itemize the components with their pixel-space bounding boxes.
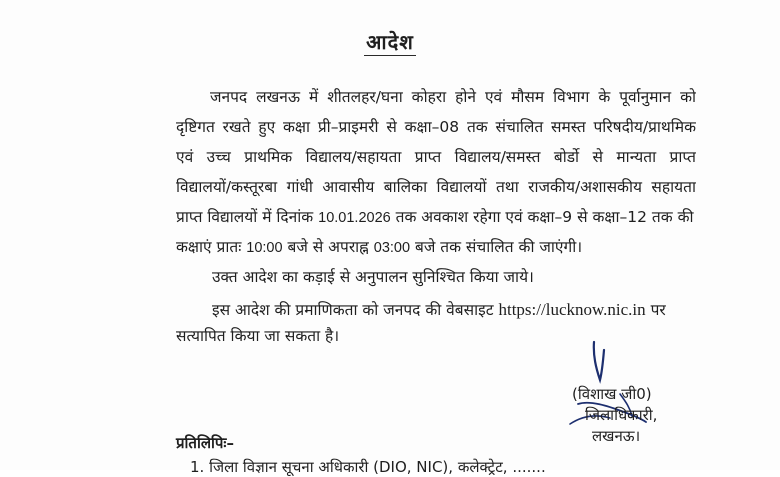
compliance-line: उक्त आदेश का कड़ाई से अनुपालन सुनिश्चित किया जाये। [212, 268, 534, 286]
end-time: 03:00 [373, 240, 411, 256]
verify-line [212, 299, 702, 321]
copy-item-1: 1. जिला विज्ञान सूचना अधिकारी (DIO, NIC), कलेक्ट्रेट, ....... [190, 458, 546, 476]
body-line-1: जनपद लखनऊ में शीतलहर/घना कोहरा होने एवं मौसम विभाग के पूर्वानुमान को [210, 88, 696, 106]
closure-date: 10.01.2026 [318, 210, 391, 226]
signatory-place: लखनऊ। [592, 427, 641, 445]
line5-before-date: प्राप्त विद्यालयों में दिनांक [176, 208, 319, 226]
body-line-3: एवं उच्च प्राथमिक विद्यालय/सहायता प्राप्त विद्यालय/समस्त बोर्डो से मान्यता प्राप्त [176, 148, 696, 166]
copy-label: प्रतिलिपिः– [176, 434, 234, 452]
verify-before-url: इस आदेश की प्रमाणिकता को जनपद की वेबसाइट [212, 301, 499, 319]
website-url: https://lucknow.nic.in [498, 300, 646, 319]
signatory-designation: जिलाधिकारी, [585, 406, 658, 424]
body-line-2: दृष्टिगत रखते हुए कक्षा प्री–प्राइमरी से कक्षा–08 तक संचालित समस्त परिषदीय/प्राथमिक [176, 118, 696, 136]
verify-line-2: सत्यापित किया जा सकता है। [176, 327, 340, 345]
line6-before-time: कक्षाएं प्रातः [176, 238, 247, 256]
signatory-name: (विशाख जी0) [572, 385, 652, 403]
line6-after-time: बजे तक संचालित की जाएंगी। [410, 238, 583, 256]
body-line-5 [176, 206, 696, 229]
start-time: 10:00 [246, 240, 283, 256]
body-line-4: विद्यालयों/कस्तूरबा गांधी आवासीय बालिका विद्यालयों तथा राजकीय/अशासकीय सहायता [176, 178, 696, 196]
line6-middle: बजे से अपराह्न [282, 238, 374, 256]
document-title-text: आदेश [366, 30, 414, 54]
document-title [0, 28, 780, 55]
verify-after-url: पर [645, 301, 666, 319]
line5-after-date: तक अवकाश रहेगा एवं कक्षा–9 से कक्षा–12 तक की [390, 208, 694, 226]
body-line-6 [176, 236, 696, 259]
